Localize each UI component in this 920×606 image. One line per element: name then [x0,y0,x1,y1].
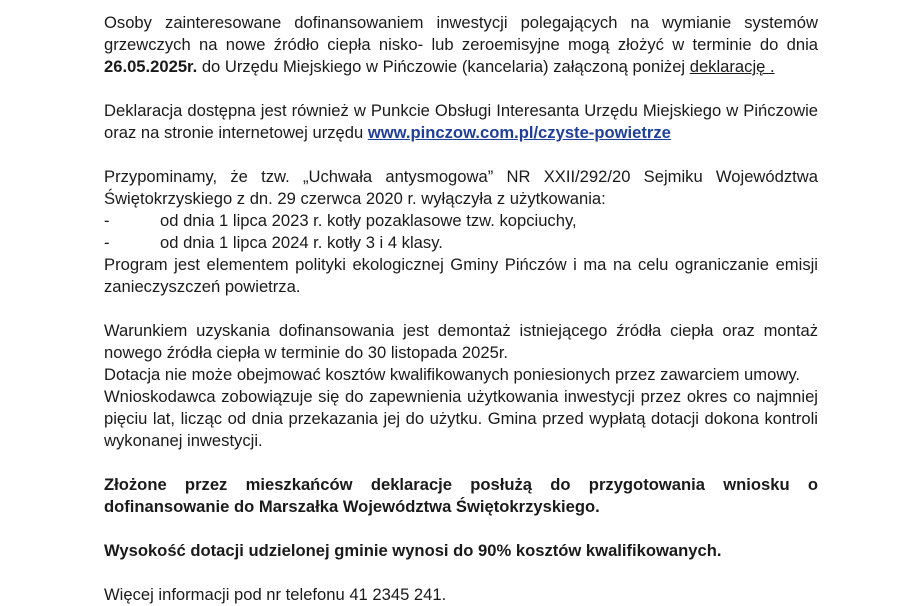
list-dash: - [104,211,110,230]
list-item-text: od dnia 1 lipca 2023 r. kotły pozaklasowe tzw. kopciuchy, [160,211,577,230]
list-item [104,232,818,254]
text-segment: Deklaracja dostępna jest również w Punkcie Obsługi Interesanta Urzędu Miejskiego w Pińczowie oraz na stronie internetowej urzędu [104,101,818,142]
list-item-text: od dnia 1 lipca 2024 r. kotły 3 i 4 klasy. [160,233,443,252]
website-link[interactable]: www.pinczow.com.pl/czyste-powietrze [367,123,671,142]
paragraph-contact-info: Więcej informacji pod nr telefonu 41 2345 241. [104,585,447,604]
paragraph-program-purpose: Program jest elementem polityki ekologicznej Gminy Pińczów i ma na celu ograniczanie emisji zanieczyszczeń powietrza. [104,255,818,296]
paragraph-funding-condition: Warunkiem uzyskania dofinansowania jest demontaż istniejącego źródła ciepła oraz montaż nowego źródła ciepła w terminie do 30 listopada 2025r. [104,321,818,362]
list-dash: - [104,233,110,252]
deadline-date: 26.05.2025r. [104,57,198,76]
paragraph-applicant-obligation: Wnioskodawca zobowiązuje się do zapewnienia użytkowania inwestycji przez okres co najmniej pięciu lat, licząc od dnia przekazania jej do użytku. Gmina przed wypłatą dotacji dokona kontroli wykonanej inwestycji. [104,387,818,450]
paragraph-application-deadline [104,12,818,78]
list-item [104,210,818,232]
document-body [104,12,818,606]
paragraph-declarations-purpose: Złożone przez mieszkańców deklaracje posłużą do przygotowania wniosku o dofinansowanie do Marszałka Województwa Świętokrzyskiego. [104,475,818,516]
paragraph-antismog-resolution: Przypominamy, że tzw. „Uchwała antysmogowa” NR XXII/292/20 Sejmiku Województwa Świętokrzyskiego z dn. 29 czerwca 2020 r. wyłączyła z użytkowania: [104,167,818,208]
text-segment: do Urzędu Miejskiego w Pińczowie (kancelaria) załączoną poniżej [197,57,690,76]
text-segment: Osoby zainteresowane dofinansowaniem inwestycji polegających na wymianie systemów grzewczych na nowe źródło ciepła nisko- lub zeroemisyjne mogą złożyć w terminie do dnia [104,13,818,54]
paragraph-declaration-availability [104,100,818,144]
paragraph-grant-exclusion: Dotacja nie może obejmować kosztów kwalifikowanych poniesionych przez zawarciem umowy. [104,365,800,384]
declaration-link[interactable]: deklarację . [689,57,775,76]
paragraph-grant-amount: Wysokość dotacji udzielonej gminie wynosi do 90% kosztów kwalifikowanych. [104,541,722,560]
